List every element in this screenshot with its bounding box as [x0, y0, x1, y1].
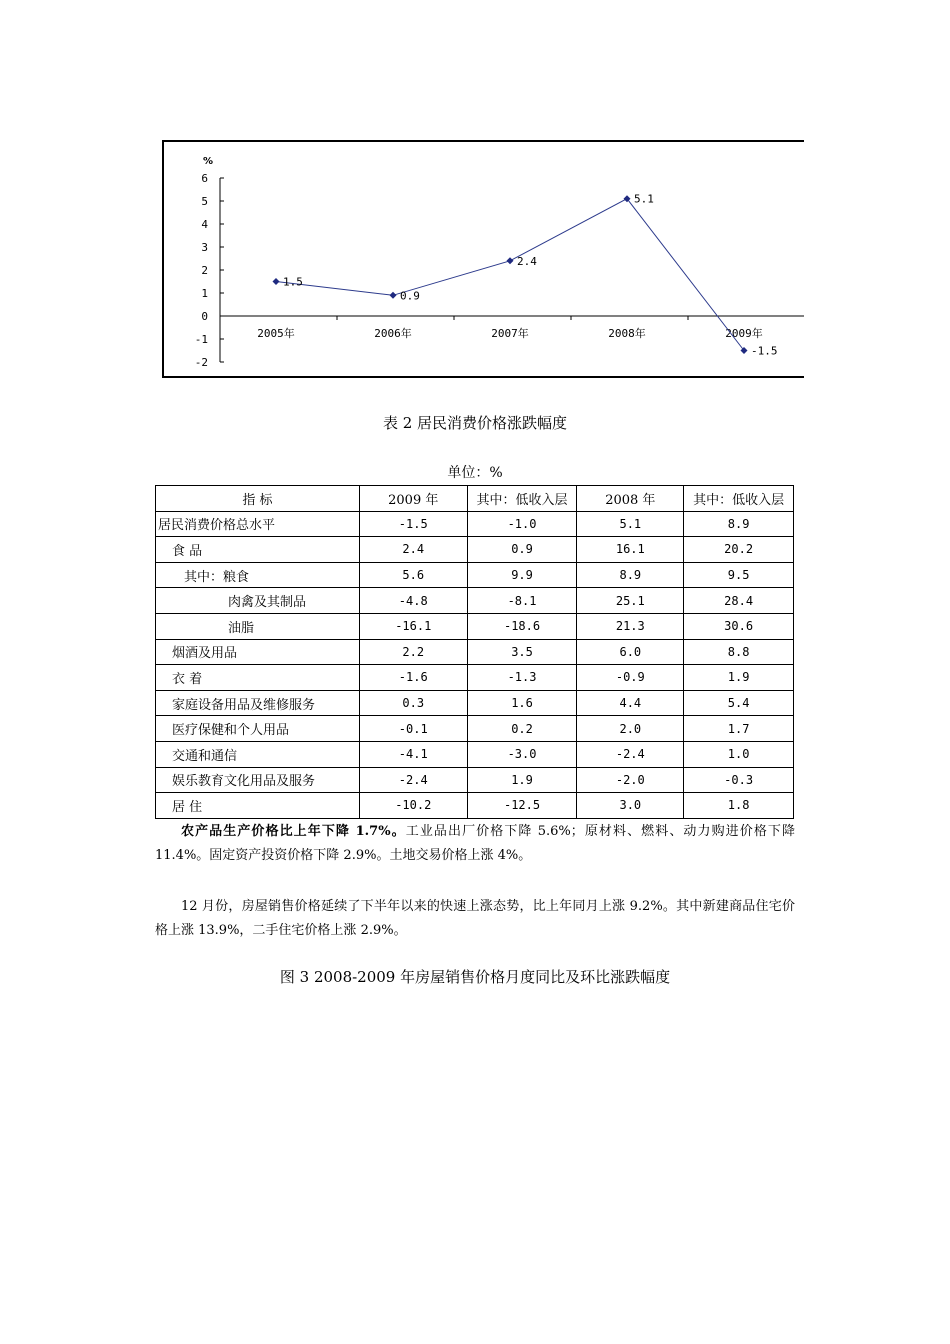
row-value: -1.3	[467, 665, 577, 691]
table-row	[156, 793, 794, 819]
header-2008-low-income: 其中：低收入层	[684, 486, 794, 512]
header-indicator: 指 标	[156, 486, 360, 512]
row-value: 6.0	[577, 639, 684, 665]
row-value: 3.5	[467, 639, 577, 665]
row-value: -2.4	[577, 741, 684, 767]
table-row	[156, 639, 794, 665]
table-row	[156, 690, 794, 716]
figure3-caption: 图 3 2008-2009 年房屋销售价格月度同比及环比涨跌幅度	[279, 968, 671, 986]
row-value: 16.1	[577, 537, 684, 563]
row-value: 2.4	[359, 537, 467, 563]
row-value: 9.9	[467, 562, 577, 588]
row-value: -1.6	[359, 665, 467, 691]
row-label: 居民消费价格总水平	[156, 511, 360, 537]
row-value: -0.1	[359, 716, 467, 742]
paragraph-rest: 工业品出厂价格下降 5.6%；原材料、燃料、动力购进价格下降 11.4%。固定资产投资价格下降 2.9%。土地交易价格上涨 4%。	[155, 824, 795, 863]
paragraph-agri-prices	[155, 820, 795, 868]
row-value: 20.2	[684, 537, 794, 563]
header-2009-low-income: 其中：低收入层	[467, 486, 577, 512]
row-value: 5.1	[577, 511, 684, 537]
table-header-row	[156, 486, 794, 512]
row-value: 0.3	[359, 690, 467, 716]
row-value: 5.6	[359, 562, 467, 588]
row-value: 2.0	[577, 716, 684, 742]
row-value: -4.1	[359, 741, 467, 767]
row-value: 8.9	[577, 562, 684, 588]
chart-svg	[164, 142, 804, 378]
row-value: -3.0	[467, 741, 577, 767]
table-row	[156, 537, 794, 563]
data-label: 2.4	[517, 254, 537, 268]
row-value: -10.2	[359, 793, 467, 819]
row-value: 21.3	[577, 613, 684, 639]
x-category-label: 2005年	[257, 327, 295, 340]
header-2009: 2009 年	[359, 486, 467, 512]
row-value: 8.8	[684, 639, 794, 665]
table-unit: 单位：%	[447, 465, 503, 481]
row-label: 衣 着	[156, 665, 360, 691]
table-row	[156, 716, 794, 742]
row-value: 4.4	[577, 690, 684, 716]
row-value: -12.5	[467, 793, 577, 819]
row-value: -8.1	[467, 588, 577, 614]
row-label: 其中：粮食	[156, 562, 360, 588]
row-label: 肉禽及其制品	[156, 588, 360, 614]
data-label: 1.5	[283, 275, 303, 289]
row-value: -4.8	[359, 588, 467, 614]
y-tick-label: 0	[201, 310, 208, 323]
row-label: 交通和通信	[156, 741, 360, 767]
row-value: -16.1	[359, 613, 467, 639]
row-value: 1.7	[684, 716, 794, 742]
data-point-marker	[390, 292, 397, 299]
data-point-marker	[507, 257, 514, 264]
row-value: 3.0	[577, 793, 684, 819]
x-category-label: 2007年	[491, 327, 529, 340]
row-value: -1.5	[359, 511, 467, 537]
table-row	[156, 767, 794, 793]
row-value: 1.8	[684, 793, 794, 819]
table-row	[156, 613, 794, 639]
chart-data-labels	[283, 193, 778, 358]
row-value: 2.2	[359, 639, 467, 665]
row-label: 医疗保健和个人用品	[156, 716, 360, 742]
row-value: 25.1	[577, 588, 684, 614]
row-label: 油脂	[156, 613, 360, 639]
x-category-label: 2006年	[374, 327, 412, 340]
row-value: 1.6	[467, 690, 577, 716]
row-value: -2.0	[577, 767, 684, 793]
row-value: -1.0	[467, 511, 577, 537]
x-category-label: 2008年	[608, 327, 646, 340]
row-value: 30.6	[684, 613, 794, 639]
y-tick-label: 4	[201, 218, 208, 231]
cpi-line-chart	[162, 140, 804, 378]
data-label: -1.5	[751, 344, 778, 358]
row-label: 烟酒及用品	[156, 639, 360, 665]
x-category-label: 2009年	[725, 327, 763, 340]
row-value: 0.9	[467, 537, 577, 563]
paragraph-housing-prices: 12 月份，房屋销售价格延续了下半年以来的快速上涨态势，比上年同月上涨 9.2%。其中新建商品住宅价格上涨 13.9%，二手住宅价格上涨 2.9%。	[155, 899, 795, 938]
row-value: -0.9	[577, 665, 684, 691]
data-label: 5.1	[634, 192, 654, 206]
y-tick-label: 1	[201, 287, 208, 300]
table-caption: 表 2 居民消费价格涨跌幅度	[382, 414, 568, 432]
y-tick-label: 6	[201, 172, 208, 185]
row-value: 28.4	[684, 588, 794, 614]
y-tick-label: -2	[194, 356, 208, 369]
y-tick-label: 5	[201, 195, 208, 208]
table-row	[156, 665, 794, 691]
table-body	[156, 511, 794, 818]
row-value: 1.9	[467, 767, 577, 793]
data-label: 0.9	[400, 289, 420, 303]
chart-x-categories	[257, 326, 763, 340]
table-row	[156, 511, 794, 537]
row-value: -18.6	[467, 613, 577, 639]
row-label: 食 品	[156, 537, 360, 563]
row-value: -0.3	[684, 767, 794, 793]
row-value: -2.4	[359, 767, 467, 793]
y-unit-label: %	[203, 156, 214, 167]
data-point-marker	[273, 278, 280, 285]
row-value: 8.9	[684, 511, 794, 537]
row-value: 9.5	[684, 562, 794, 588]
row-value: 1.0	[684, 741, 794, 767]
row-value: 1.9	[684, 665, 794, 691]
row-label: 居 住	[156, 793, 360, 819]
table-row	[156, 562, 794, 588]
row-label: 家庭设备用品及维修服务	[156, 690, 360, 716]
y-tick-label: 3	[201, 241, 208, 254]
cpi-table	[155, 485, 794, 819]
table-row	[156, 588, 794, 614]
row-value: 0.2	[467, 716, 577, 742]
row-label: 娱乐教育文化用品及服务	[156, 767, 360, 793]
header-2008: 2008 年	[577, 486, 684, 512]
row-value: 5.4	[684, 690, 794, 716]
y-tick-label: -1	[194, 333, 208, 346]
paragraph-lead-bold: 农产品生产价格比上年下降 1.7%。	[181, 824, 406, 839]
y-tick-label: 2	[201, 264, 208, 277]
table-row	[156, 741, 794, 767]
